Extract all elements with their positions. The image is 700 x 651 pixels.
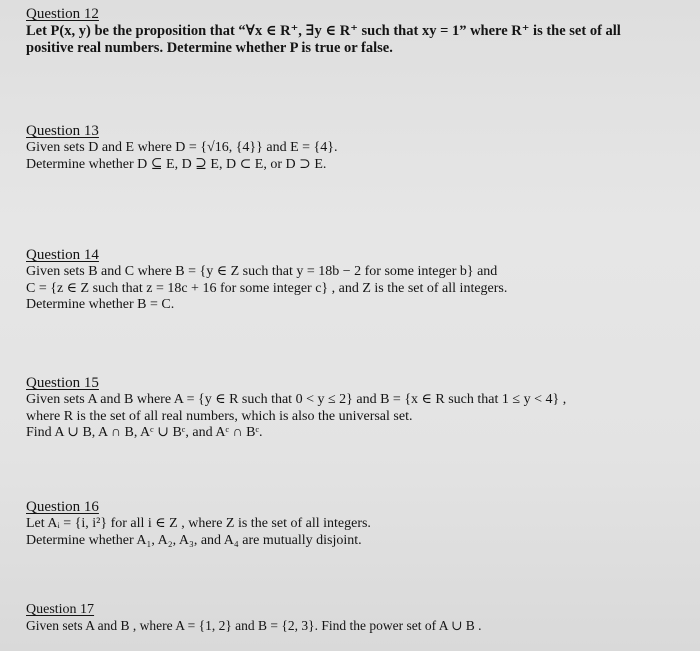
question-text-line: positive real numbers. Determine whether P is true or false. [26,39,393,56]
question-text-line: Let P(x, y) be the proposition that “∀x ∈ R⁺, ∃y ∈ R⁺ such that xy = 1” where R⁺ is the set of all [26,23,621,39]
question-15 [26,375,690,442]
question-title: Question 17 [26,602,95,617]
question-text-line: Given sets A and B , where A = {1, 2} and B = {2, 3}. Find the power set of A ∪ B . [26,618,482,633]
question-13 [26,123,690,173]
question-title: Question 12 [26,6,99,22]
question-14 [26,247,690,314]
question-16 [26,499,690,549]
question-text-line: Find A ∪ B, A ∩ B, Aᶜ ∪ Bᶜ, and Aᶜ ∩ Bᶜ. [26,425,263,440]
question-text-line: where R is the set of all real numbers, which is also the universal set. [26,408,413,424]
question-text-line: Given sets B and C where B = {y ∈ Z such that y = 18b − 2 for some integer b} and [26,264,498,279]
question-title: Question 15 [26,375,99,391]
question-17 [26,601,690,635]
question-text-line: Determine whether D ⊆ E, D ⊇ E, D ⊂ E, or D ⊃ E. [26,156,327,172]
question-text-line: Determine whether B = C. [26,297,175,312]
question-12 [26,6,690,56]
question-text-line: Given sets D and E where D = {√16, {4}} and E = {4}. [26,140,338,155]
question-text-line: Let Aᵢ = {i, i²} for all i ∈ Z , where Z is the set of all integers. [26,516,371,531]
question-title: Question 13 [26,123,99,139]
question-title: Question 14 [26,247,99,263]
question-title: Question 16 [26,499,99,515]
question-text-line: Given sets A and B where A = {y ∈ R such that 0 < y ≤ 2} and B = {x ∈ R such that 1 ≤ y < 4} , [26,392,567,407]
question-text-line: C = {z ∈ Z such that z = 18c + 16 for some integer c} , and Z is the set of all integers. [26,280,508,296]
question-text-line: Determine whether A₁, A₂, A₃, and A₄ are mutually disjoint. [26,532,362,548]
